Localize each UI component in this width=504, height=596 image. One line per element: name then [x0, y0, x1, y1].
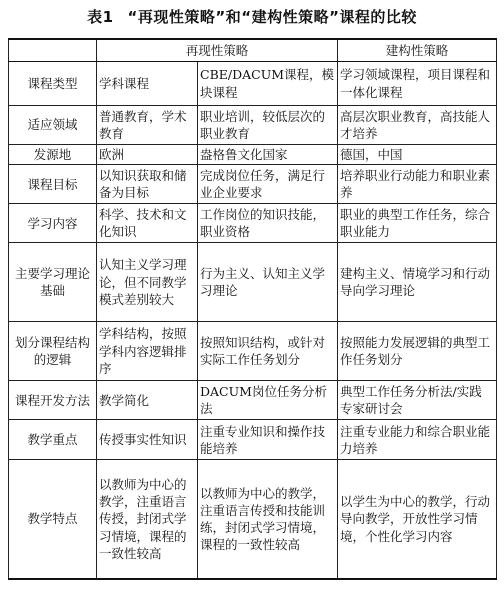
row-label-cell: 教学重点: [9, 420, 97, 460]
constructive-strategy-cell: 按照能力发展逻辑的典型工作任务划分: [338, 322, 497, 381]
constructive-strategy-cell: 建构主义、情境学习和行动导向学习理论: [338, 243, 497, 322]
table-body: [9, 62, 497, 579]
reproductive-strategy-cell: DACUM岗位任务分析法: [198, 381, 338, 420]
subject-course-cell: 传授事实性知识: [97, 420, 198, 460]
row-label-cell: 学习内容: [9, 204, 97, 243]
row-label-cell: 课程类型: [9, 62, 97, 106]
row-label-cell: 适应领域: [9, 106, 97, 145]
table-row: [9, 460, 497, 579]
table-row: [9, 106, 497, 145]
reproductive-strategy-cell: 行为主义、认知主义学习理论: [198, 243, 338, 322]
table-row: [9, 145, 497, 165]
table-row: [9, 204, 497, 243]
constructive-strategy-cell: 职业的典型工作任务，综合职业能力: [338, 204, 497, 243]
constructive-strategy-cell: 注重专业能力和综合职业能力培养: [338, 420, 497, 460]
reproductive-strategy-cell: 职业培训，较低层次的职业教育: [198, 106, 338, 145]
table-row: [9, 322, 497, 381]
constructive-strategy-cell: 高层次职业教育，高技能人才培养: [338, 106, 497, 145]
subject-course-cell: 普通教育，学术教育: [97, 106, 198, 145]
reproductive-strategy-cell: 注重专业知识和操作技能培养: [198, 420, 338, 460]
constructive-strategy-cell: 德国，中国: [338, 145, 497, 165]
row-label-cell: 课程目标: [9, 165, 97, 204]
table-row: [9, 165, 497, 204]
table-caption: [0, 6, 504, 27]
table-row: [9, 62, 497, 106]
subject-course-cell: 认知主义学习理论，但不同教学模式差别较大: [97, 243, 198, 322]
subject-course-cell: 以教师为中心的教学，注重语言传授，封闭式学习情境，课程的一致性较高: [97, 460, 198, 579]
reproductive-strategy-cell: 以教师为中心的教学，注重语言传授和技能训练，封闭式学习情境，课程的一致性较高: [198, 460, 338, 579]
subject-course-cell: 科学、技术和文化知识: [97, 204, 198, 243]
subject-course-cell: 学科结构，按照学科内容逻辑排序: [97, 322, 198, 381]
reproductive-strategy-cell: 工作岗位的知识技能，职业资格: [198, 204, 338, 243]
table-row: [9, 381, 497, 420]
row-label-cell: 课程开发方法: [9, 381, 97, 420]
table-row: [9, 243, 497, 322]
reproductive-strategy-cell: CBE/DACUM课程，模块课程: [198, 62, 338, 106]
constructive-strategy-cell: 以学生为中心的教学，行动导向教学，开放性学习情境，个性化学习内容: [338, 460, 497, 579]
subject-course-cell: 欧洲: [97, 145, 198, 165]
header-constructive-strategy: 建构性策略: [338, 39, 497, 62]
reproductive-strategy-cell: 盎格鲁文化国家: [198, 145, 338, 165]
row-label-cell: 教学特点: [9, 460, 97, 579]
constructive-strategy-cell: 典型工作任务分析法/实践专家研讨会: [338, 381, 497, 420]
constructive-strategy-cell: 学习领域课程，项目课程和一体化课程: [338, 62, 497, 106]
row-label-cell: 划分课程结构的逻辑: [9, 322, 97, 381]
subject-course-cell: 学科课程: [97, 62, 198, 106]
table-row: [9, 420, 497, 460]
constructive-strategy-cell: 培养职业行动能力和职业素养: [338, 165, 497, 204]
subject-course-cell: 以知识获取和储备为目标: [97, 165, 198, 204]
table-title: “再现性策略”和“建构性策略”课程的比较: [127, 8, 417, 26]
reproductive-strategy-cell: 按照知识结构，或针对实际工作任务划分: [198, 322, 338, 381]
table-number: 表1: [87, 8, 114, 26]
header-row: [9, 39, 497, 62]
reproductive-strategy-cell: 完成岗位任务，满足行业企业要求: [198, 165, 338, 204]
comparison-table: [8, 38, 497, 580]
header-corner-cell: [9, 39, 97, 62]
table-header: [9, 39, 497, 62]
header-reproductive-strategy: 再现性策略: [97, 39, 338, 62]
row-label-cell: 发源地: [9, 145, 97, 165]
subject-course-cell: 教学简化: [97, 381, 198, 420]
row-label-cell: 主要学习理论基础: [9, 243, 97, 322]
